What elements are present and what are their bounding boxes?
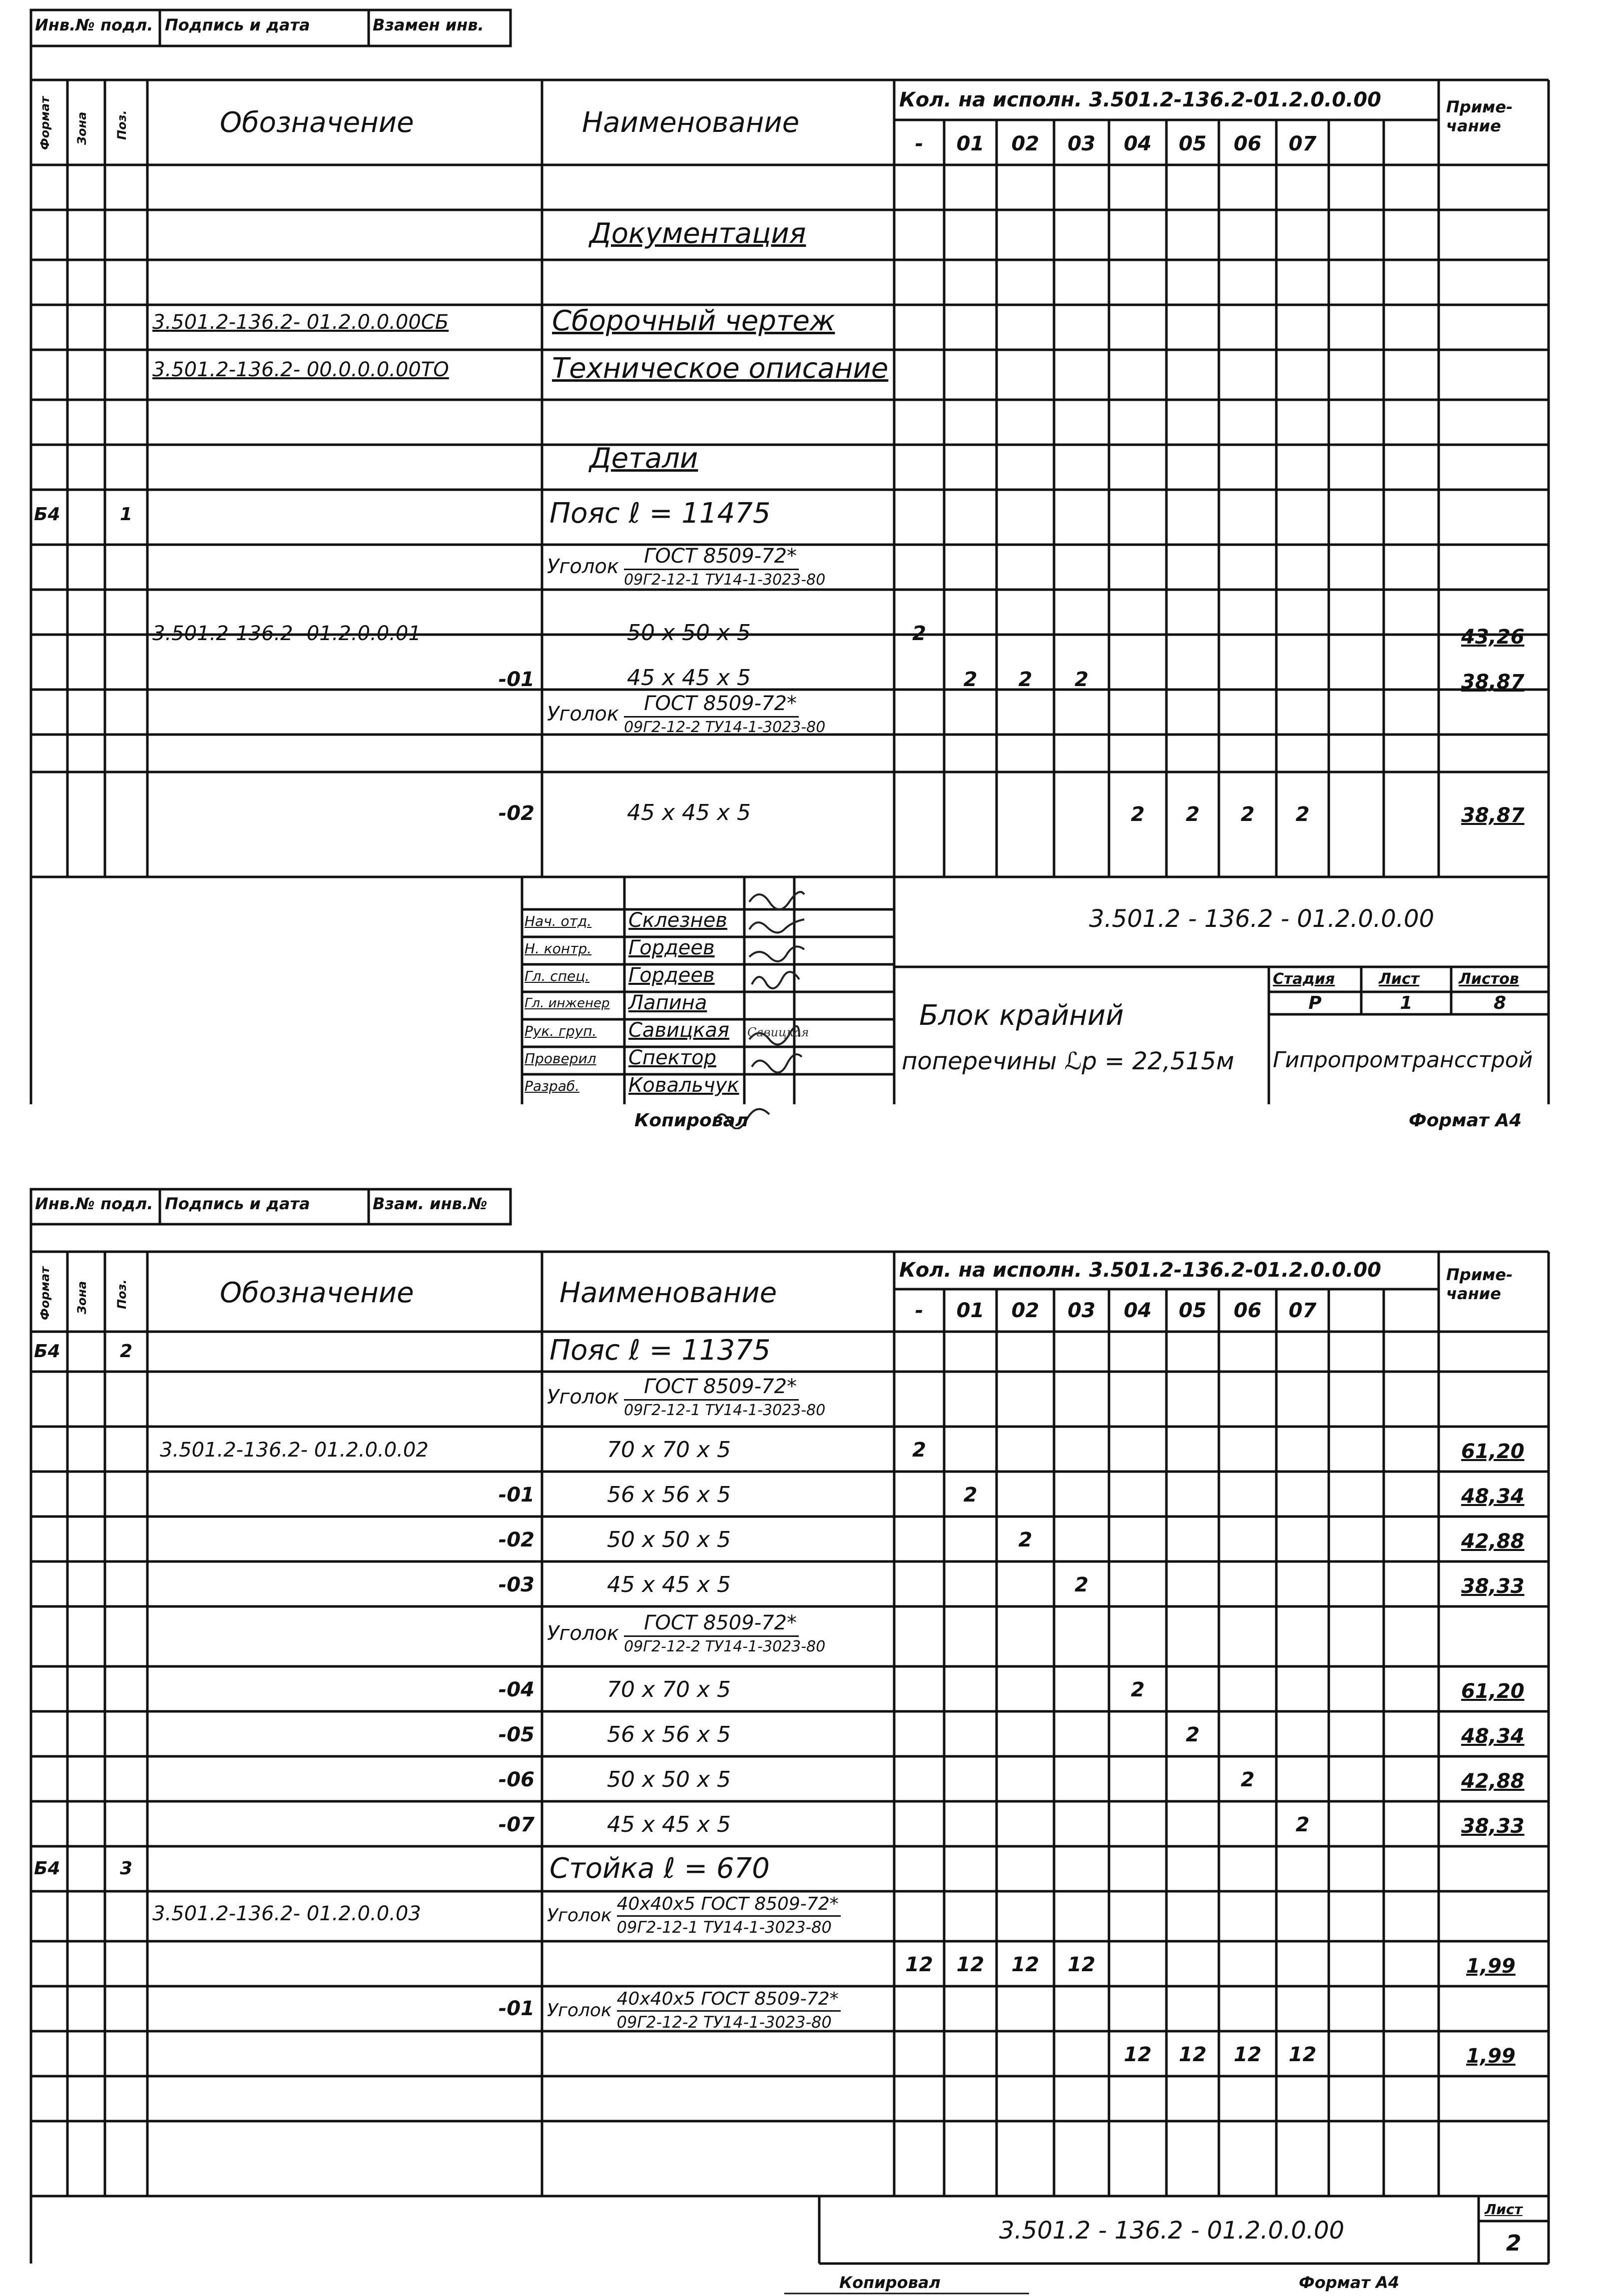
header-zona: Зона <box>75 1281 89 1314</box>
stamp-inv-podl: Инв.№ подл. <box>35 15 153 34</box>
row-designation: -07 <box>498 1813 535 1836</box>
row-designation: -06 <box>498 1768 535 1791</box>
section-details: Детали <box>589 442 698 475</box>
title-designation: 3.501.2 - 136.2 - 01.2.0.0.00 <box>1089 905 1435 933</box>
row-note: 61,20 <box>1461 1680 1525 1703</box>
row-designation: 3.501.2-136.2- 01.2.0.0.01 <box>152 622 421 645</box>
row-designation: 3.501.2-136.2- 01.2.0.0.03 <box>152 1902 421 1925</box>
header-primechanie: Приме- чание <box>1446 97 1513 136</box>
signature-mark <box>749 946 804 961</box>
row-name: 70 x 70 x 5 <box>607 1677 731 1702</box>
row-qty: 2 <box>1185 803 1200 826</box>
qty-col-header: 04 <box>1123 1299 1152 1322</box>
role-label: Проверил <box>525 1050 596 1067</box>
qty-col-header: 05 <box>1178 1299 1207 1322</box>
row-name: 56 x 56 x 5 <box>607 1482 731 1508</box>
row-name: 50 x 50 x 5 <box>607 1767 731 1792</box>
angle-label: Уголок <box>547 2000 612 2021</box>
row-qty: 2 <box>1018 1529 1033 1551</box>
row-designation: -02 <box>498 1529 535 1551</box>
header-naimenovanie: Наименование <box>582 106 800 139</box>
signature-mark <box>749 919 804 932</box>
row-qty: 2 <box>1018 668 1033 691</box>
doc-designation: 3.501.2-136.2- 01.2.0.0.00СБ <box>152 311 449 334</box>
angle-spec <box>547 1611 827 1655</box>
item3-pos: 3 <box>120 1858 133 1879</box>
header-poz: Поз. <box>115 1279 129 1309</box>
person-name: Лапина <box>628 991 707 1014</box>
angle-standard: ГОСТ 8509-72* <box>624 692 799 718</box>
qty-col-header: 02 <box>1011 1299 1040 1322</box>
person-name: Савицкая <box>628 1019 729 1042</box>
row-note: 38,87 <box>1461 804 1525 827</box>
qty-col-header: 01 <box>956 132 985 155</box>
qty-col-header: 02 <box>1011 132 1040 155</box>
row-note: 61,20 <box>1461 1440 1525 1463</box>
role-label: Гл. инженер <box>525 996 610 1011</box>
sheets-label: Листов <box>1459 970 1519 988</box>
row-designation: -04 <box>498 1678 535 1701</box>
sheet-2 <box>0 1159 1622 2296</box>
row-note: 1,99 <box>1466 2045 1516 2068</box>
header-format: Формат <box>38 96 52 150</box>
row-qty: 12 <box>1233 2043 1262 2066</box>
header-primechanie: Приме- чание <box>1446 1265 1513 1304</box>
format-label: Формат А4 <box>1299 2273 1400 2292</box>
item2-name: Пояс ℓ = 11375 <box>549 1334 771 1367</box>
row-note: 43,26 <box>1461 626 1525 649</box>
row-qty: 2 <box>1240 1768 1255 1791</box>
qty-col-header: 07 <box>1288 132 1317 155</box>
angle-steel: 09Г2-12-2 ТУ14-1-3023-80 <box>624 1638 826 1655</box>
header-naimenovanie: Наименование <box>559 1277 777 1309</box>
row-qty: 12 <box>1068 1953 1095 1976</box>
angle-label: Уголок <box>547 703 619 726</box>
stamp-vzam: Взамен инв. <box>373 15 484 34</box>
post-angle-spec <box>547 1989 841 2032</box>
role-label: Разраб. <box>525 1078 580 1094</box>
organization: Гипропромтрансстрой <box>1273 1047 1533 1073</box>
person-name: Склезнев <box>628 909 727 932</box>
row-name: 45 x 45 x 5 <box>607 1812 731 1837</box>
row-qty: 12 <box>1123 2043 1152 2066</box>
row-qty: 12 <box>1288 2043 1317 2066</box>
row-qty: 2 <box>912 1439 926 1462</box>
item1-pos: 1 <box>120 504 133 525</box>
doc-name: Техническое описание <box>552 352 889 385</box>
row-qty: 2 <box>1075 668 1088 691</box>
header-kol: Кол. на исполн. 3.501.2-136.2-01.2.0.0.00 <box>899 1259 1381 1282</box>
sheet-value: 1 <box>1400 993 1413 1013</box>
header-zona: Зона <box>75 111 89 145</box>
doc-name: Сборочный чертеж <box>552 305 835 337</box>
copied-label: Копировал <box>634 1110 749 1131</box>
row-note: 1,99 <box>1466 1955 1516 1978</box>
item3-name: Стойка ℓ = 670 <box>549 1852 770 1885</box>
row-qty: 2 <box>1075 1573 1088 1596</box>
row-qty: 2 <box>1240 803 1255 826</box>
row-designation: -03 <box>498 1573 535 1596</box>
row-qty: 12 <box>956 1953 985 1976</box>
signature-mark <box>752 972 799 988</box>
stamp-podpis: Подпись и дата <box>165 15 310 34</box>
row-note: 38,33 <box>1461 1575 1525 1598</box>
person-name: Ковальчук <box>628 1074 739 1097</box>
row-name: 45 x 45 x 5 <box>627 665 751 691</box>
row-name: 50 x 50 x 5 <box>627 620 751 646</box>
stage-label: Стадия <box>1273 970 1335 988</box>
section-documentation: Документация <box>589 217 806 250</box>
item1-name: Пояс ℓ = 11475 <box>549 497 771 530</box>
row-name: 45 x 45 x 5 <box>607 1572 731 1597</box>
qty-col-header: 05 <box>1178 132 1207 155</box>
footer-sheet-label: Лист <box>1485 2201 1523 2218</box>
row-name: 50 x 50 x 5 <box>607 1527 731 1552</box>
row-note: 38,33 <box>1461 1815 1525 1838</box>
item2-format: Б4 <box>34 1341 60 1362</box>
row-qty: 2 <box>1130 1678 1145 1701</box>
role-label: Рук. груп. <box>525 1023 597 1039</box>
angle-label: Уголок <box>547 555 619 578</box>
row-qty: 12 <box>1178 2043 1207 2066</box>
angle-standard: 40x40x5 ГОСТ 8509-72* <box>617 1989 841 2012</box>
stage-value: Р <box>1308 993 1322 1013</box>
row-designation: -01 <box>498 1997 535 2020</box>
role-label: Нач. отд. <box>525 913 592 929</box>
row-designation: -05 <box>498 1723 535 1746</box>
header-format: Формат <box>38 1266 52 1320</box>
row-qty: 12 <box>905 1953 933 1976</box>
row-note: 48,34 <box>1461 1485 1525 1508</box>
angle-spec <box>547 1375 827 1419</box>
header-poz: Поз. <box>115 110 129 140</box>
stamp-vzam: Взам. инв.№ <box>373 1194 488 1213</box>
footer-designation: 3.501.2 - 136.2 - 01.2.0.0.00 <box>999 2217 1345 2245</box>
qty-col-header: 06 <box>1233 132 1262 155</box>
row-designation: -01 <box>498 1484 535 1507</box>
row-designation: -01 <box>498 668 535 691</box>
row-qty: 2 <box>1295 803 1310 826</box>
row-name: 45 x 45 x 5 <box>627 800 751 825</box>
role-label: Гл. спец. <box>525 968 590 984</box>
angle-steel: 09Г2-12-1 ТУ14-1-3023-80 <box>616 1918 832 1937</box>
angle-label: Уголок <box>547 1622 619 1645</box>
row-qty: 2 <box>963 668 978 691</box>
qty-col-header: 03 <box>1068 132 1095 155</box>
qty-col-header: 04 <box>1123 132 1152 155</box>
row-note: 42,88 <box>1461 1770 1525 1793</box>
angle-label: Уголок <box>547 1905 612 1926</box>
row-qty: 2 <box>912 622 926 645</box>
footer-sheet-value: 2 <box>1506 2231 1522 2256</box>
item3-format: Б4 <box>34 1858 60 1879</box>
signature-mark <box>749 892 804 909</box>
signature-savitskaya: Савицкая <box>747 1025 809 1039</box>
stamp-podpis: Подпись и дата <box>165 1194 310 1213</box>
sheet-1 <box>0 0 1622 1129</box>
sheet-2-grid <box>0 1159 1622 2296</box>
post-angle-spec <box>547 1894 841 1937</box>
angle-steel: 09Г2-12-1 ТУ14-1-3023-80 <box>624 1402 826 1419</box>
row-qty: 2 <box>963 1484 978 1507</box>
row-note: 38,87 <box>1461 671 1525 694</box>
stamp-inv-podl: Инв.№ подл. <box>35 1194 153 1213</box>
role-label: Н. контр. <box>525 940 592 957</box>
qty-col-header: - <box>915 1299 924 1322</box>
row-qty: 2 <box>1185 1723 1200 1746</box>
title-line-1: Блок крайний <box>919 999 1124 1032</box>
angle-label: Уголок <box>547 1386 619 1409</box>
signature-mark <box>752 1054 802 1072</box>
qty-col-header: - <box>915 132 924 155</box>
row-note: 48,34 <box>1461 1725 1525 1748</box>
angle-steel: 09Г2-12-2 ТУ14-1-3023-80 <box>624 719 826 736</box>
row-designation: -02 <box>498 802 535 825</box>
row-qty: 2 <box>1130 803 1145 826</box>
signatures <box>0 0 1622 1129</box>
header-oboznachenie: Обозначение <box>220 106 414 139</box>
row-name: 56 x 56 x 5 <box>607 1722 731 1747</box>
person-name: Гордеев <box>628 936 715 959</box>
qty-col-header: 01 <box>956 1299 985 1322</box>
row-qty: 12 <box>1011 1953 1040 1976</box>
sheet-label: Лист <box>1379 970 1420 988</box>
row-note: 42,88 <box>1461 1530 1525 1553</box>
qty-col-header: 06 <box>1233 1299 1262 1322</box>
doc-designation: 3.501.2-136.2- 00.0.0.0.00ТО <box>152 358 449 381</box>
angle-standard: ГОСТ 8509-72* <box>624 545 799 570</box>
angle-standard: ГОСТ 8509-72* <box>624 1611 799 1637</box>
angle-steel: 09Г2-12-1 ТУ14-1-3023-80 <box>624 571 826 589</box>
angle-steel: 09Г2-12-2 ТУ14-1-3023-80 <box>616 2013 832 2032</box>
sheets-value: 8 <box>1493 993 1507 1013</box>
qty-col-header: 07 <box>1288 1299 1317 1322</box>
row-designation: 3.501.2-136.2- 01.2.0.0.02 <box>160 1439 429 1462</box>
copied-label: Копировал <box>839 2273 941 2292</box>
header-kol: Кол. на исполн. 3.501.2-136.2-01.2.0.0.00 <box>899 88 1381 111</box>
item1-format: Б4 <box>34 504 60 525</box>
qty-col-header: 03 <box>1068 1299 1095 1322</box>
row-name: 70 x 70 x 5 <box>607 1437 731 1463</box>
format-label: Формат А4 <box>1409 1110 1522 1131</box>
header-oboznachenie: Обозначение <box>220 1277 414 1309</box>
item2-pos: 2 <box>120 1341 133 1362</box>
angle-standard: 40x40x5 ГОСТ 8509-72* <box>617 1894 841 1917</box>
angle-standard: ГОСТ 8509-72* <box>624 1375 799 1401</box>
person-name: Гордеев <box>628 964 715 987</box>
title-line-2: поперечины ℒр = 22,515м <box>902 1047 1234 1075</box>
person-name: Спектор <box>628 1046 717 1069</box>
row-qty: 2 <box>1295 1813 1310 1836</box>
